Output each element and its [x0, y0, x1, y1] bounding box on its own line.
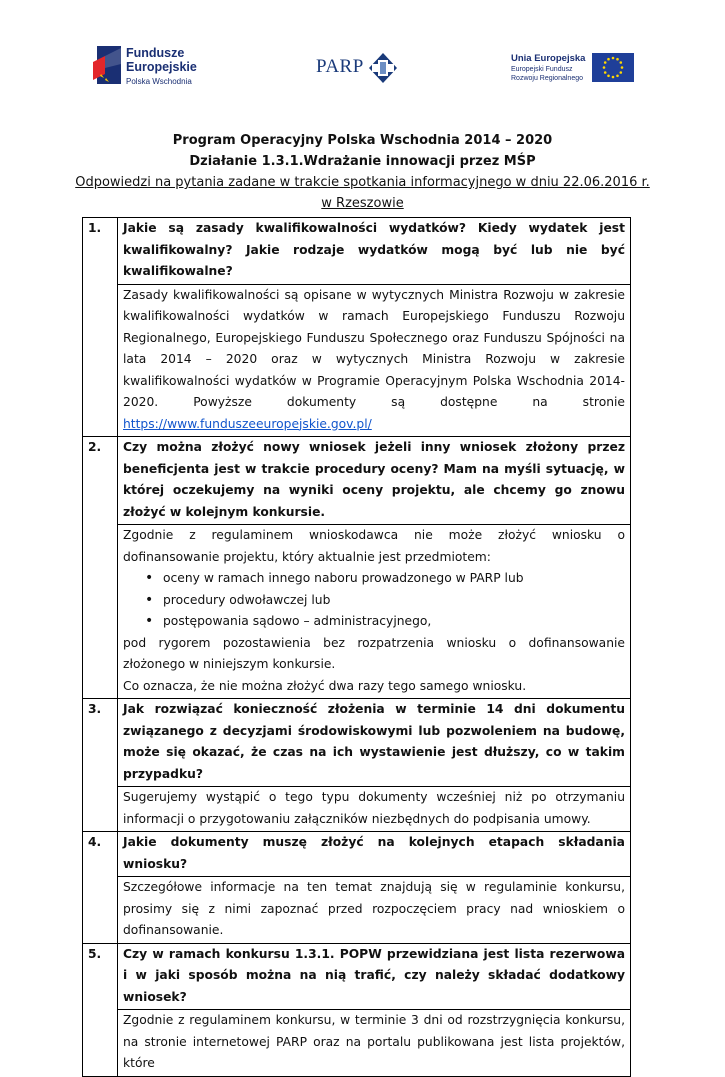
question-text: Czy w ramach konkursu 1.3.1. POPW przewidziana jest lista rezerwowa i w jaki sposób można na nią trafić, czy należy składać dodatkowy wniosek? [118, 943, 631, 1010]
ue-logo-line2: Europejski Fundusz [511, 66, 573, 73]
question-number: 3. [83, 699, 118, 832]
subtitle-location: w Rzeszowie [321, 196, 404, 211]
table-row [83, 943, 631, 1010]
table-row [83, 1010, 631, 1077]
action-title: Działanie 1.3.1.Wdrażanie innowacji przez MŚP [189, 154, 536, 169]
answer-bullet-list [123, 568, 625, 633]
parp-logo-text: PARP [316, 56, 364, 77]
answer-text: Zasady kwalifikowalności są opisane w wytycznych Ministra Rozwoju w zakresie kwalifikowalności wydatków w ramach Europejskiego Funduszu Rozwoju Regionalnego, Europejskiego Funduszu Społecznego oraz Funduszu Spójności na lata 2014 – 2020 oraz w wytycznych Ministra Rozwoju w zakresie kwalifikowalności wydatków w Programie Operacyjnym Polska Wschodnia 2014-2020. Powyższe dokumenty są dostępne na stronie [123, 287, 625, 409]
question-text: Jakie są zasady kwalifikowalności wydatków? Kiedy wydatek jest kwalifikowalny? Jakie rodzaje wydatków mogą być lub nie być kwalifikowalne? [118, 218, 631, 285]
subtitle: Odpowiedzi na pytania zadane w trakcie spotkania informacyjnego w dniu 22.06.2016 r. [75, 175, 650, 190]
eu-flag-icon [592, 53, 634, 82]
question-number: 2. [83, 437, 118, 699]
question-number: 1. [83, 218, 118, 437]
parp-mark-icon [368, 52, 398, 84]
table-row [83, 437, 631, 525]
program-title: Program Operacyjny Polska Wschodnia 2014 – 2020 [172, 133, 553, 148]
table-row [83, 699, 631, 787]
fe-logo-line2: Europejskie [126, 60, 197, 74]
unia-europejska-logo [505, 50, 635, 86]
question-text: Czy można złożyć nowy wniosek jeżeli inny wniosek złożony przez beneficjenta jest w trakcie procedury oceny? Mam na myśli sytuację, w której oczekujemy na wyniki oceny projektu, ale chcemy go znowu złożyć w kolejnym konkursie. [118, 437, 631, 525]
fe-logo-line1: Fundusze [126, 46, 185, 60]
list-item: • postępowania sądowo – administracyjnego, [163, 611, 625, 633]
question-text: Jakie dokumenty muszę złożyć na kolejnych etapach składania wniosku? [118, 832, 631, 877]
list-item: • oceny w ramach innego naboru prowadzonego w PARP lub [163, 568, 625, 590]
fundusze-europejskie-mark-icon [93, 44, 123, 88]
qa-table [82, 217, 631, 1077]
fundusze-europejskie-logo [93, 44, 213, 90]
question-text: Jak rozwiązać konieczność złożenia w terminie 14 dni dokumentu związanego z decyzjami środowiskowymi lub pozwoleniem na budowę, może się okazać, że czas na ich wystawienie jest dłuższy, co w takim przypadku? [118, 699, 631, 787]
answer-link[interactable]: https://www.funduszeeuropejskie.gov.pl/ [123, 416, 372, 431]
table-row [83, 525, 631, 699]
ue-logo-line1: Unia Europejska [511, 53, 586, 64]
answer-end: Co oznacza, że nie można złożyć dwa razy tego samego wniosku. [123, 678, 527, 693]
table-row [83, 787, 631, 832]
ue-logo-line3: Rozwoju Regionalnego [511, 75, 583, 82]
table-row [83, 832, 631, 877]
question-number: 4. [83, 832, 118, 944]
document-heading [0, 130, 725, 214]
answer-cell [118, 525, 631, 699]
answer-text: Sugerujemy wystąpić o tego typu dokumenty wcześniej niż po otrzymaniu informacji o przygotowaniu załączników niezbędnych do podpisania umowy. [118, 787, 631, 832]
answer-text: Zgodnie z regulaminem konkursu, w terminie 3 dni od rozstrzygnięcia konkursu, na stronie internetowej PARP oraz na portalu publikowana jest lista projektów, które [118, 1010, 631, 1077]
answer-text: Szczegółowe informacje na ten temat znajdują się w regulaminie konkursu, prosimy się z nimi zapoznać przed rozpoczęciem pracy nad wnioskiem o dofinansowanie. [118, 877, 631, 944]
question-number: 5. [83, 943, 118, 1076]
table-row [83, 877, 631, 944]
parp-logo [313, 52, 403, 86]
list-item: • procedury odwoławczej lub [163, 590, 625, 612]
answer-cell [118, 284, 631, 437]
answer-intro: Zgodnie z regulaminem wnioskodawca nie może złożyć wniosku o dofinansowanie projektu, który aktualnie jest przedmiotem: [123, 528, 625, 564]
fe-logo-line3: Polska Wschodnia [126, 77, 192, 86]
answer-after: pod rygorem pozostawienia bez rozpatrzenia wniosku o dofinansowanie złożonego w niniejszym konkursie. [123, 635, 625, 671]
table-row [83, 284, 631, 437]
table-row [83, 218, 631, 285]
